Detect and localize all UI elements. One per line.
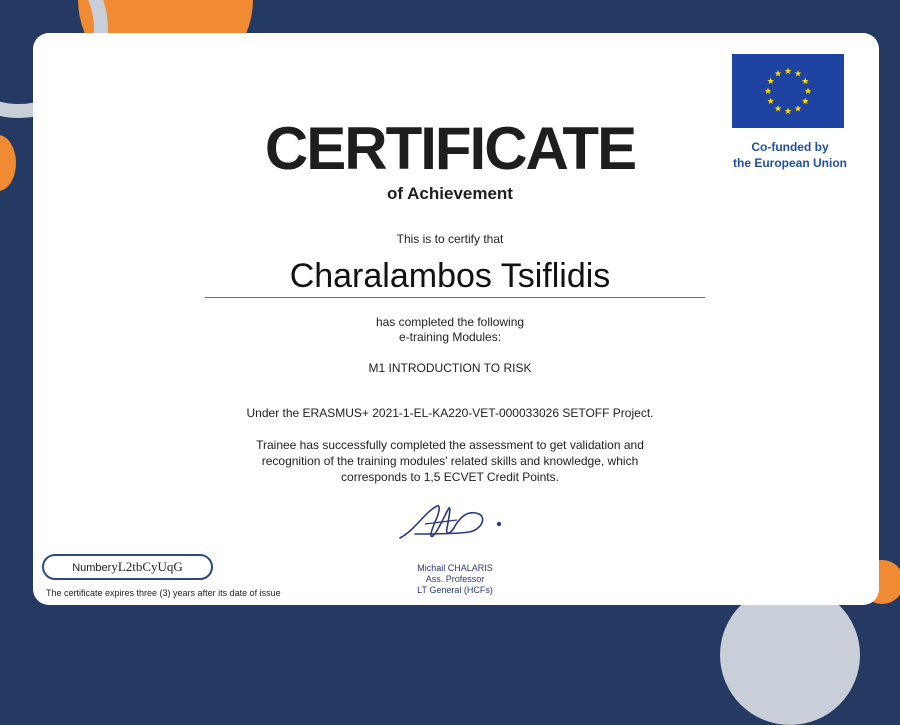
svg-text:★: ★ xyxy=(773,104,783,115)
svg-text:★: ★ xyxy=(766,77,775,87)
signatory-name: Michail CHALARIS xyxy=(417,563,493,573)
signatory-position: Ass. Professor xyxy=(425,574,485,584)
statement-line-1: Trainee has successfully completed the assessment to get validation and xyxy=(256,438,644,452)
svg-text:★: ★ xyxy=(793,104,803,115)
signatory-block xyxy=(380,563,530,596)
svg-text:★: ★ xyxy=(766,97,775,107)
completed-line-2: e-training Modules: xyxy=(398,330,502,344)
statement-line-2: recognition of the training modules' related skills and knowledge, which xyxy=(261,454,639,468)
certificate-number-code: yL2tbCyUqG xyxy=(111,559,183,574)
expiry-note: The certificate expires three (3) years after its date of issue xyxy=(46,588,281,598)
statement-line-3: corresponds to 1,5 ECVET Credit Points. xyxy=(341,470,559,484)
svg-text:★: ★ xyxy=(801,97,810,107)
svg-text:★: ★ xyxy=(783,107,793,117)
decor-grey-ring-bottom-right xyxy=(720,585,860,725)
svg-text:★: ★ xyxy=(803,87,813,97)
eu-cofunded-line1: Co-funded by xyxy=(751,140,829,154)
svg-text:★: ★ xyxy=(801,77,810,87)
certificate-title: CERTIFICATE xyxy=(264,115,636,182)
signature-image xyxy=(395,500,515,545)
svg-text:★: ★ xyxy=(773,69,783,80)
svg-text:★: ★ xyxy=(793,69,803,80)
svg-text:★: ★ xyxy=(783,67,793,77)
certificate-number-box xyxy=(42,554,213,580)
certify-intro: This is to certify that xyxy=(396,232,504,246)
certificate-subtitle: of Achievement xyxy=(387,184,513,203)
completed-line-1: has completed the following xyxy=(375,315,525,329)
signatory-institution: LT General (HCFs) xyxy=(417,585,493,595)
eu-cofunded-line2: the European Union xyxy=(733,156,847,170)
project-line: Under the ERASMUS+ 2021-1-EL-KA220-VET-000033026 SETOFF Project. xyxy=(246,406,654,420)
certificate-number-label: Number xyxy=(72,562,112,574)
name-underline xyxy=(205,297,705,298)
recipient-name: Charalambos Tsiflidis xyxy=(289,257,611,295)
module-name: M1 INTRODUCTION TO RISK xyxy=(368,361,532,375)
svg-text:★: ★ xyxy=(763,87,773,97)
